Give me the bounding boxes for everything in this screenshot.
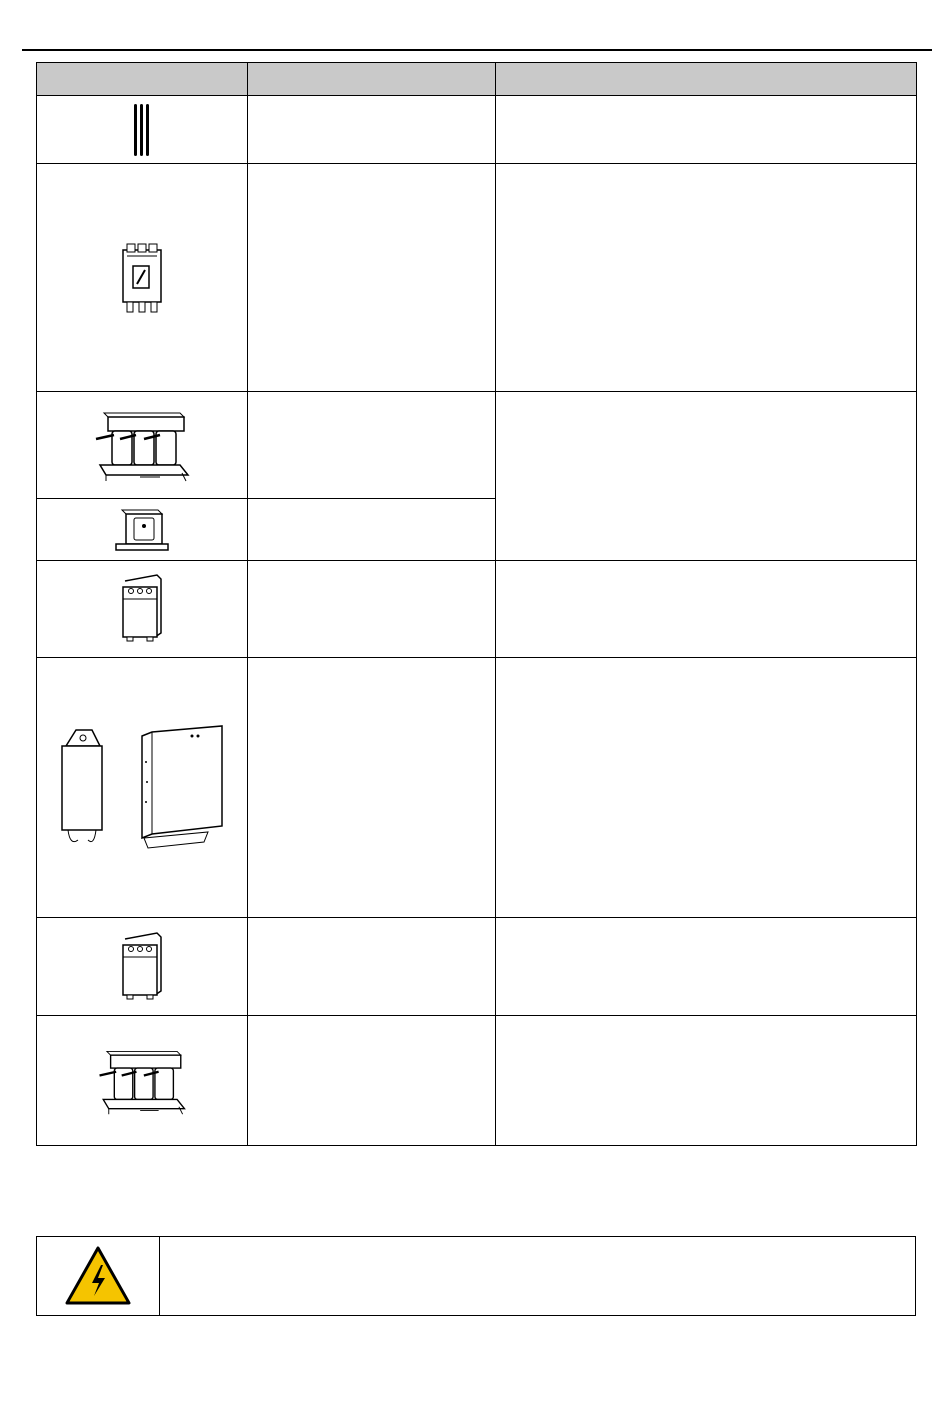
table-row bbox=[37, 918, 917, 1016]
picture-cell bbox=[37, 96, 248, 164]
warning-icon-cell bbox=[37, 1237, 160, 1315]
high-voltage-warning-icon bbox=[64, 1245, 132, 1307]
picture-cell bbox=[37, 1016, 248, 1146]
table-row bbox=[37, 561, 917, 658]
table-row bbox=[37, 164, 917, 392]
column-header-picture bbox=[37, 63, 248, 96]
cable-icon bbox=[127, 102, 157, 158]
picture-cell bbox=[37, 499, 248, 561]
column-header-name bbox=[248, 63, 496, 96]
description-cell bbox=[496, 1016, 917, 1146]
output-filter-icon bbox=[117, 931, 167, 1003]
description-cell bbox=[496, 658, 917, 918]
name-cell bbox=[248, 392, 496, 499]
warning-text bbox=[160, 1237, 915, 1315]
brake-unit-icon bbox=[52, 722, 232, 854]
description-cell bbox=[496, 96, 917, 164]
output-reactor-icon bbox=[94, 1042, 190, 1120]
table-header-row bbox=[37, 63, 917, 96]
peripherals-table bbox=[36, 62, 917, 1146]
name-cell bbox=[248, 1016, 496, 1146]
picture-cell bbox=[37, 918, 248, 1016]
name-cell bbox=[248, 96, 496, 164]
reactor-icon bbox=[90, 403, 194, 487]
picture-cell bbox=[37, 392, 248, 499]
table-row bbox=[37, 1016, 917, 1146]
column-header-description bbox=[496, 63, 917, 96]
name-cell bbox=[248, 658, 496, 918]
breaker-icon bbox=[117, 242, 167, 314]
warning-box bbox=[36, 1236, 916, 1316]
description-cell bbox=[496, 561, 917, 658]
description-cell bbox=[496, 918, 917, 1016]
picture-cell bbox=[37, 658, 248, 918]
picture-cell bbox=[37, 561, 248, 658]
name-cell bbox=[248, 164, 496, 392]
header-rule bbox=[22, 49, 932, 51]
description-cell bbox=[496, 392, 917, 561]
description-cell bbox=[496, 164, 917, 392]
table-row bbox=[37, 96, 917, 164]
table-row bbox=[37, 658, 917, 918]
dc-reactor-icon bbox=[110, 504, 174, 556]
name-cell bbox=[248, 918, 496, 1016]
picture-cell bbox=[37, 164, 248, 392]
table-row bbox=[37, 392, 917, 499]
name-cell bbox=[248, 499, 496, 561]
name-cell bbox=[248, 561, 496, 658]
filter-icon bbox=[117, 573, 167, 645]
